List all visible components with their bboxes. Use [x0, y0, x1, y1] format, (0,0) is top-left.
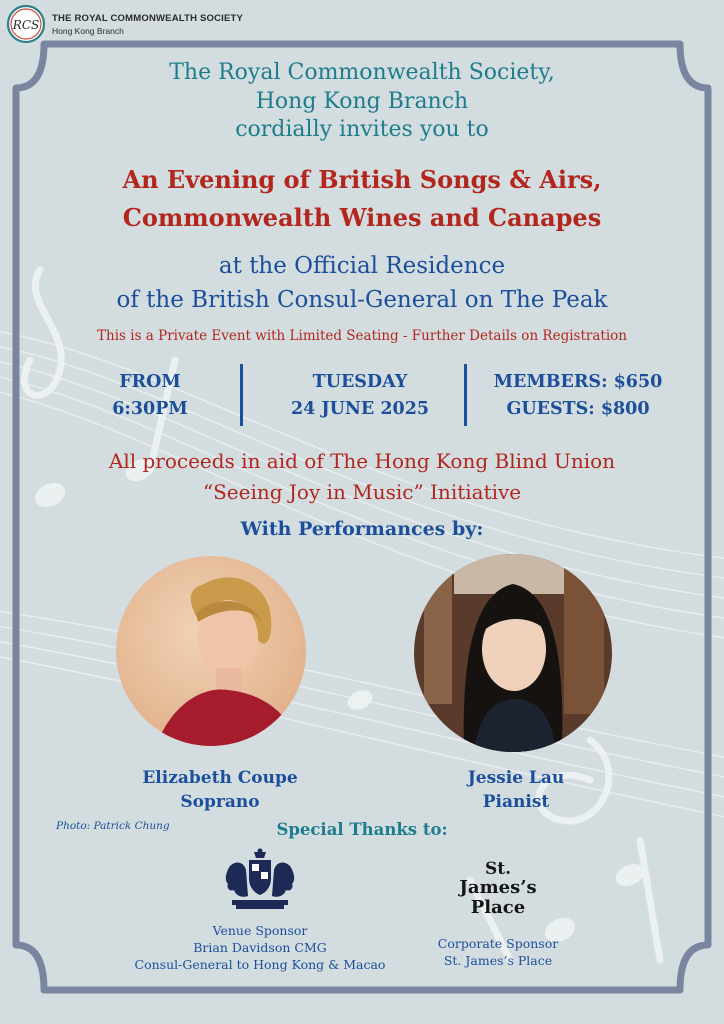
venue-sponsor-label: Venue Sponsor: [212, 923, 308, 938]
venue-line-2: of the British Consul-General on The Peak: [116, 287, 608, 313]
photo-credit: Photo: Patrick Chung: [56, 820, 170, 832]
logo-branch: Hong Kong Branch: [52, 25, 124, 36]
event-day: TUESDAY: [312, 372, 408, 392]
price-block: [478, 369, 678, 423]
members-price: MEMBERS: $650: [493, 372, 663, 392]
royal-coat-of-arms-icon: [222, 848, 298, 912]
venue-line-1: at the Official Residence: [218, 253, 506, 279]
elizabeth-coupe-photo: [116, 556, 306, 746]
time-label: FROM: [119, 372, 181, 392]
logo-org-name: THE ROYAL COMMONWEALTH SOCIETY: [52, 12, 244, 24]
jessie-lau-photo: [414, 554, 612, 752]
performer-2-name: Jessie Lau: [467, 768, 565, 788]
venue-sponsor-title: Consul-General to Hong Kong & Macao: [134, 957, 386, 972]
event-title-line-2: Commonwealth Wines and Canapes: [122, 203, 602, 232]
time-block: [80, 369, 220, 423]
guests-price: GUESTS: $800: [506, 399, 650, 419]
divider-1: [240, 364, 243, 426]
venue-sponsor: [100, 922, 420, 973]
sjp-logo-line-2: James’s: [459, 877, 537, 898]
corporate-sponsor-label: Corporate Sponsor: [437, 936, 559, 951]
logo-initials: RCS: [12, 18, 40, 32]
performer-1: [100, 766, 340, 814]
sjp-logo-line-1: St.: [484, 859, 512, 879]
performer-1-role: Soprano: [180, 792, 260, 812]
corporate-sponsor: [398, 935, 598, 969]
time-value: 6:30PM: [112, 399, 188, 419]
intro-line-2: Hong Kong Branch: [255, 89, 469, 114]
performer-1-name: Elizabeth Coupe: [142, 768, 298, 788]
proceeds-line-1: All proceeds in aid of The Hong Kong Blind Union: [108, 449, 616, 473]
sjp-logo-line-3: Place: [470, 897, 526, 918]
corporate-sponsor-name: St. James’s Place: [443, 953, 553, 968]
rcs-emblem-icon: [6, 4, 46, 44]
private-event-notice: This is a Private Event with Limited Seating - Further Details on Registration: [97, 328, 627, 344]
proceeds-line-2: “Seeing Joy in Music” Initiative: [202, 480, 522, 504]
intro-line-1: The Royal Commonwealth Society,: [169, 60, 555, 85]
thanks-heading: Special Thanks to:: [276, 820, 448, 839]
venue-sponsor-name: Brian Davidson CMG: [193, 940, 327, 955]
event-date: 24 JUNE 2025: [290, 399, 430, 419]
divider-2: [464, 364, 467, 426]
event-title-line-1: An Evening of British Songs & Airs,: [122, 165, 602, 194]
st-james-place-logo: [430, 860, 566, 918]
society-logo: [6, 4, 243, 44]
intro-line-3: cordially invites you to: [235, 117, 489, 142]
performer-2-role: Pianist: [482, 792, 550, 812]
performer-2: [396, 766, 636, 814]
date-block: [265, 369, 455, 423]
performances-heading: With Performances by:: [240, 518, 484, 540]
